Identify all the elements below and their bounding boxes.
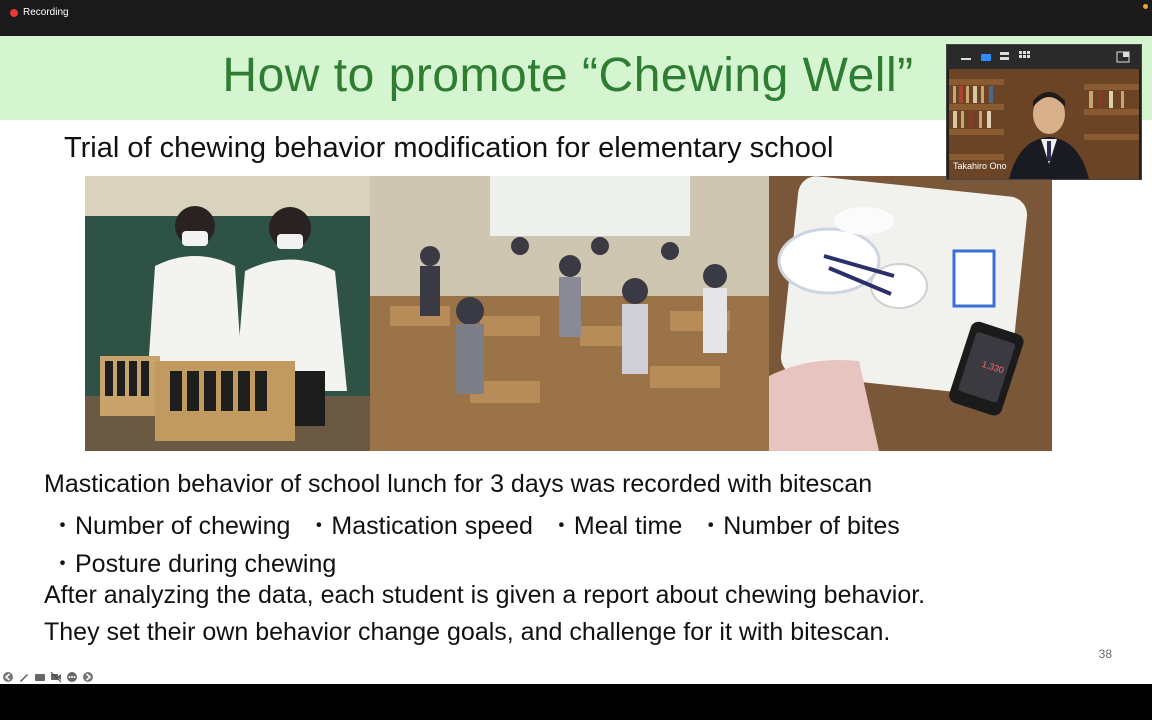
participant-video-tile[interactable] xyxy=(946,44,1142,180)
video-off-icon[interactable] xyxy=(50,670,62,682)
photo-lunch-tray-phone xyxy=(769,176,1052,451)
phone-screen-readout: 1,330 xyxy=(980,358,1006,376)
recording-dot-icon xyxy=(10,9,18,17)
slide-subtitle: Trial of chewing behavior modification for elementary school xyxy=(64,132,834,164)
bullet-number-of-bites: ・Number of bites xyxy=(698,512,900,540)
bullet-meal-time: ・Meal time xyxy=(548,512,683,540)
captions-icon[interactable] xyxy=(34,670,46,682)
slide-page-number: 38 xyxy=(1098,647,1112,661)
more-options-icon[interactable] xyxy=(66,670,78,682)
photo-strip xyxy=(85,176,1052,451)
bullet-number-of-chewing: ・Number of chewing xyxy=(50,512,291,540)
bullet-posture: ・Posture during chewing xyxy=(50,550,337,578)
next-slide-icon[interactable] xyxy=(82,670,94,682)
slide-line-report: After analyzing the data, each student is given a report about chewing behavior. xyxy=(44,581,926,609)
video-tile-toolbar xyxy=(947,45,1141,69)
slide-line-mastication: Mastication behavior of school lunch for 3 days was recorded with bitescan xyxy=(44,470,873,498)
pen-icon[interactable] xyxy=(18,670,30,682)
photo-students-with-phones xyxy=(85,176,370,451)
slide-title: How to promote “Chewing Well” xyxy=(222,49,914,102)
bullet-mastication-speed: ・Mastication speed xyxy=(306,512,533,540)
prev-slide-icon[interactable] xyxy=(2,670,14,682)
gallery-strip-icon xyxy=(1000,52,1009,60)
participant-name: Takahiro Ono xyxy=(953,161,1007,171)
slide-line-goals: They set their own behavior change goals, and challenge for it with bitescan. xyxy=(44,618,891,646)
photo-classroom-lunch xyxy=(370,176,769,451)
exit-fullscreen-icon xyxy=(1117,52,1129,62)
recording-indicator[interactable] xyxy=(10,7,69,18)
bullet-list xyxy=(50,506,900,542)
minimize-icon xyxy=(961,58,971,60)
meeting-top-bar xyxy=(0,0,1152,36)
status-dot-icon xyxy=(1143,4,1148,9)
grid-view-icon xyxy=(1019,51,1030,58)
speaker-view-icon xyxy=(981,54,991,61)
meeting-bottom-bar xyxy=(0,684,1152,720)
recording-label: Recording xyxy=(23,7,69,18)
slide-controls xyxy=(2,670,94,682)
